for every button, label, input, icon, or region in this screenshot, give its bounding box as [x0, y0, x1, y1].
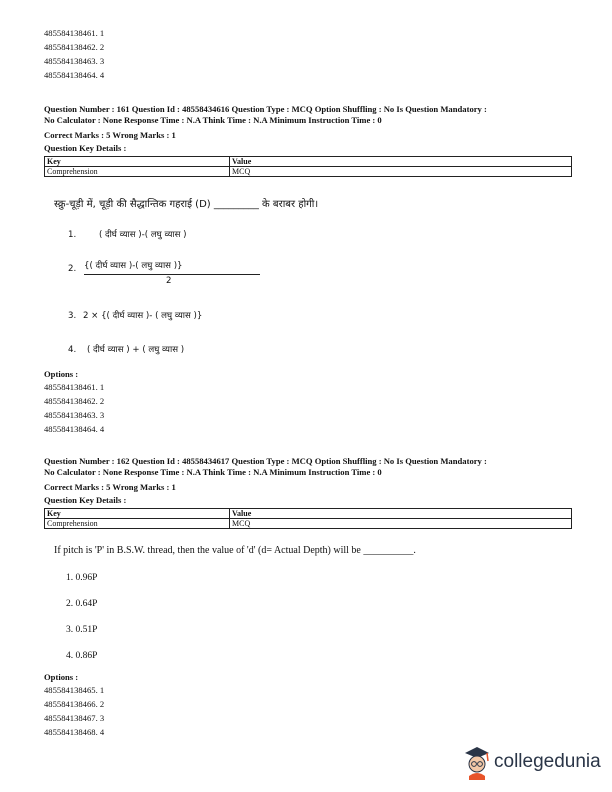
- q162-marks: Correct Marks : 5 Wrong Marks : 1: [44, 482, 176, 492]
- q161-options-label: Options :: [44, 369, 79, 379]
- option-line: 485584138461. 1: [44, 382, 105, 392]
- q161-marks: Correct Marks : 5 Wrong Marks : 1: [44, 130, 176, 140]
- q161-choice-1: [68, 228, 187, 240]
- q162-header-line2: No Calculator : None Response Time : N.A Think Time : N.A Minimum Instruction Time : 0: [44, 467, 382, 477]
- graduate-mascot-icon: [462, 744, 492, 780]
- option-line: 485584138463. 3: [44, 56, 105, 66]
- top-options: [44, 26, 104, 82]
- option-line: 485584138462. 2: [44, 396, 105, 406]
- q161-header: [44, 104, 584, 126]
- q161-question-text: स्क्रु-चूड़ी में, चूड़ी की सैद्धान्तिक गहराई (D) _________ के बराबर होगी।: [54, 199, 319, 210]
- q161-key-details-label: Question Key Details :: [44, 143, 127, 153]
- q162-header-line1: Question Number : 162 Question Id : 48558434617 Question Type : MCQ Option Shuffling : No Is Question Mandatory :: [44, 456, 487, 466]
- option-line: 485584138467. 3: [44, 713, 105, 723]
- choice-number: 3.: [68, 311, 77, 321]
- choice-number: 1.: [68, 230, 77, 240]
- choice-number: 4.: [68, 345, 77, 355]
- q162-options-label: Options :: [44, 672, 79, 682]
- fraction-bar: [84, 274, 260, 275]
- option-line: 485584138462. 2: [44, 42, 105, 52]
- q162-key-details-label: Question Key Details :: [44, 495, 127, 505]
- key-header: Key: [45, 157, 230, 167]
- choice-text: ( दीर्घ व्यास )-( लघु व्यास ): [98, 230, 187, 240]
- q161-header-line1: Question Number : 161 Question Id : 48558434616 Question Type : MCQ Option Shuffling : No Is Question Mandatory :: [44, 104, 487, 114]
- option-line: 485584138461. 1: [44, 28, 105, 38]
- option-line: 485584138463. 3: [44, 410, 105, 420]
- choice-text: 2 × {( दीर्घ व्यास )- ( लघु व्यास )}: [82, 311, 203, 321]
- option-line: 485584138466. 2: [44, 699, 105, 709]
- q161-choice-3: [68, 309, 202, 321]
- q161-choice-2-number: 2.: [68, 264, 77, 274]
- q162-choice-4: 4. 0.86P: [66, 651, 98, 661]
- q161-choice-2-numerator: {( दीर्घ व्यास )-( लघु व्यास )}: [84, 261, 183, 271]
- q162-header: [44, 456, 584, 478]
- q161-key-table: [44, 156, 572, 177]
- q162-options: [44, 683, 104, 739]
- q162-choice-1: 1. 0.96P: [66, 573, 98, 583]
- q162-choice-3: 3. 0.51P: [66, 625, 98, 635]
- option-line: 485584138464. 4: [44, 70, 105, 80]
- q161-choice-2-denominator: 2: [166, 276, 172, 286]
- q161-options: [44, 380, 104, 436]
- option-line: 485584138468. 4: [44, 727, 105, 737]
- option-line: 485584138465. 1: [44, 685, 105, 695]
- logo-text: collegedunia: [494, 751, 601, 772]
- key-cell: Comprehension: [45, 167, 230, 177]
- q161-header-line2: No Calculator : None Response Time : N.A Think Time : N.A Minimum Instruction Time : 0: [44, 115, 382, 125]
- q162-choice-2: 2. 0.64P: [66, 599, 98, 609]
- value-cell: MCQ: [230, 167, 572, 177]
- value-header: Value: [230, 157, 572, 167]
- collegedunia-logo: [462, 744, 602, 784]
- value-header: Value: [230, 509, 572, 519]
- q162-key-table: [44, 508, 572, 529]
- choice-text: ( दीर्घ व्यास ) + ( लघु व्यास ): [86, 345, 185, 355]
- option-line: 485584138464. 4: [44, 424, 105, 434]
- key-cell: Comprehension: [45, 519, 230, 529]
- value-cell: MCQ: [230, 519, 572, 529]
- q161-choice-4: [68, 343, 184, 355]
- key-header: Key: [45, 509, 230, 519]
- q162-question-text: If pitch is 'P' in B.S.W. thread, then the value of 'd' (d= Actual Depth) will be __________.: [54, 545, 416, 556]
